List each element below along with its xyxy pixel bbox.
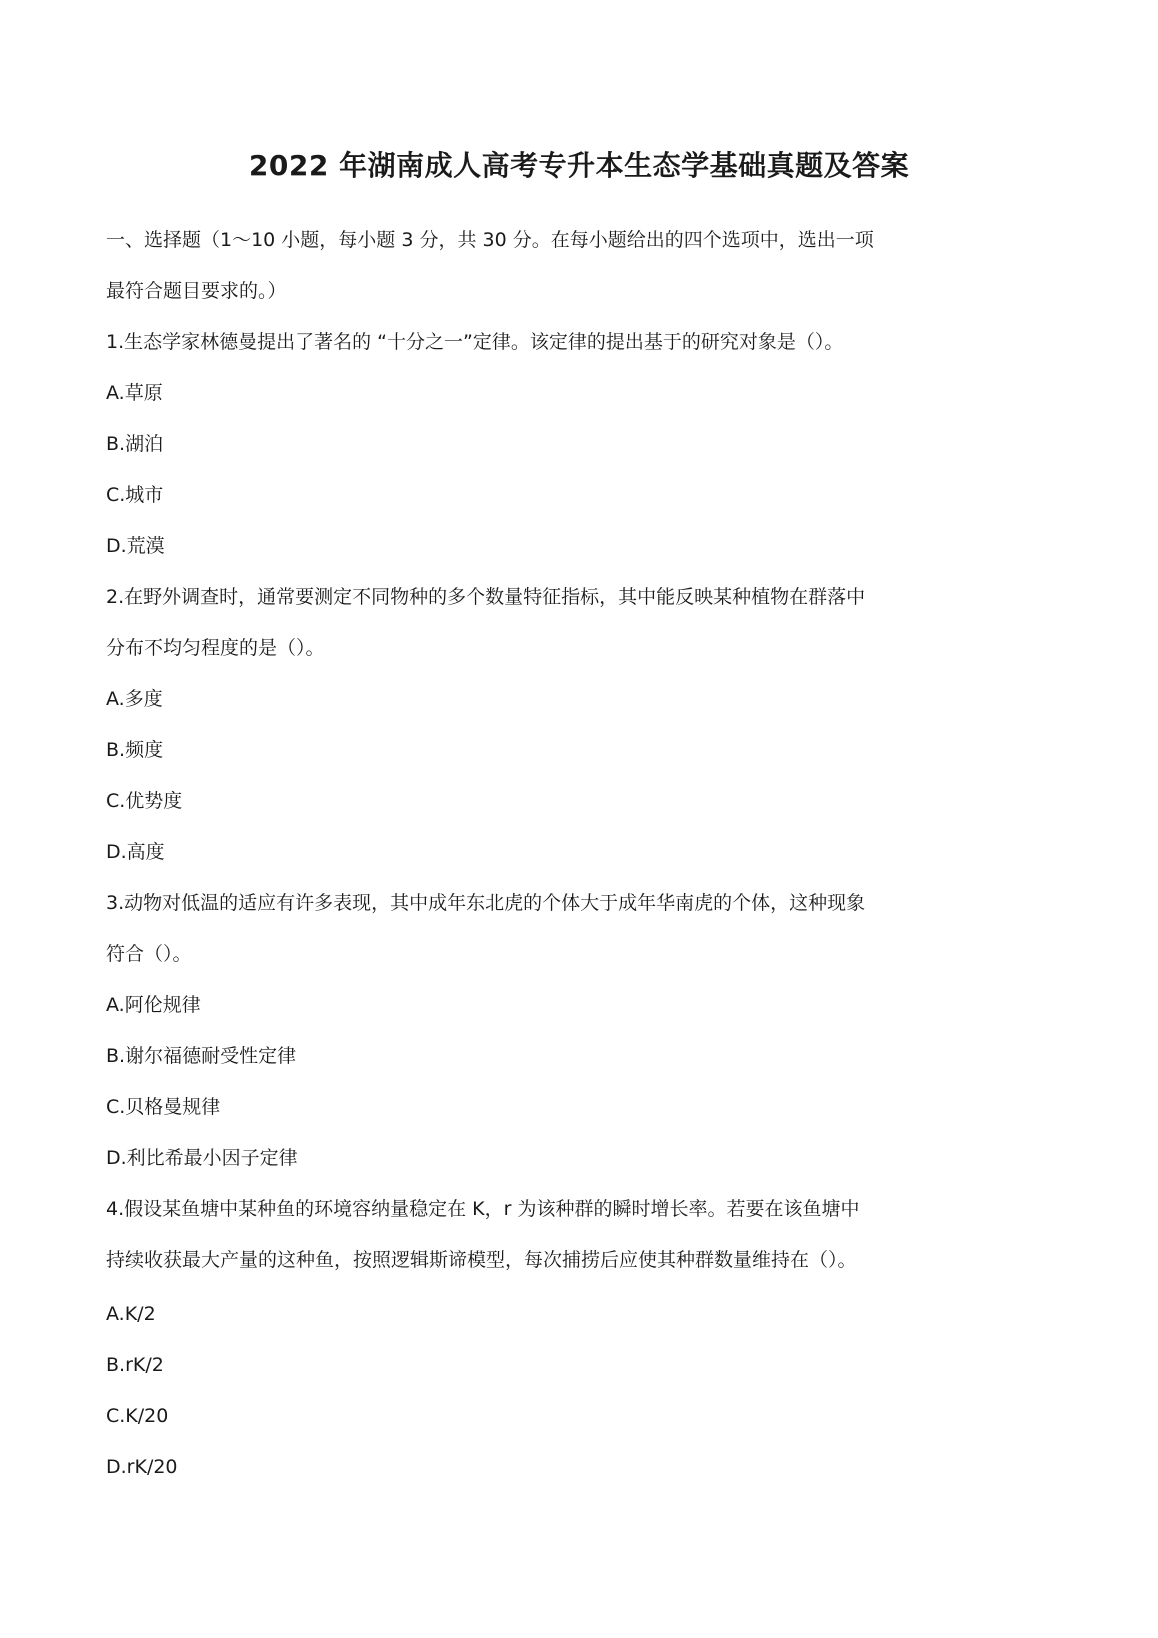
question-2-stem-line-2: 分布不均匀程度的是（）。: [106, 637, 325, 659]
question-1-stem: 1.生态学家林德曼提出了著名的 “十分之一”定律。该定律的提出基于的研究对象是（）。: [106, 331, 844, 353]
question-4-option-d: D.rK/20: [106, 1456, 178, 1478]
question-3-option-b: B.谢尔福德耐受性定律: [106, 1045, 297, 1067]
question-4-option-b: B.rK/2: [106, 1354, 164, 1376]
question-2-stem-line-1: 2.在野外调查时，通常要测定不同物种的多个数量特征指标，其中能反映某种植物在群落中: [106, 586, 866, 608]
question-2-option-c: C.优势度: [106, 790, 183, 812]
question-2-option-a: A.多度: [106, 688, 163, 710]
question-3-stem-line-2: 符合（）。: [106, 943, 192, 965]
question-4-stem-line-2: 持续收获最大产量的这种鱼，按照逻辑斯谛模型，每次捕捞后应使其种群数量维持在（）。: [106, 1249, 857, 1271]
question-4-stem-line-1: 4.假设某鱼塘中某种鱼的环境容纳量稳定在 K，r 为该种群的瞬时增长率。若要在该鱼塘中: [106, 1198, 860, 1220]
question-1-option-d: D.荒漠: [106, 535, 165, 557]
question-1-option-a: A.草原: [106, 382, 163, 404]
question-4-option-c: C.K/20: [106, 1405, 169, 1427]
question-3-option-a: A.阿伦规律: [106, 994, 201, 1016]
question-1-option-b: B.湖泊: [106, 433, 164, 455]
question-2-option-d: D.高度: [106, 841, 165, 863]
document-body: [106, 228, 926, 1506]
section-heading-line-2: 最符合题目要求的。）: [106, 280, 287, 302]
question-3-option-d: D.利比希最小因子定律: [106, 1147, 298, 1169]
question-2-option-b: B.频度: [106, 739, 164, 761]
question-1-option-c: C.城市: [106, 484, 164, 506]
question-3-stem-line-1: 3.动物对低温的适应有许多表现，其中成年东北虎的个体大于成年华南虎的个体，这种现象: [106, 892, 866, 914]
question-4-option-a: A.K/2: [106, 1303, 156, 1325]
question-3-option-c: C.贝格曼规律: [106, 1096, 221, 1118]
document-title: 2022 年湖南成人高考专升本生态学基础真题及答案: [248, 149, 910, 182]
section-heading-line-1: 一、选择题（1〜10 小题，每小题 3 分，共 30 分。在每小题给出的四个选项中，选出一项: [106, 229, 874, 251]
